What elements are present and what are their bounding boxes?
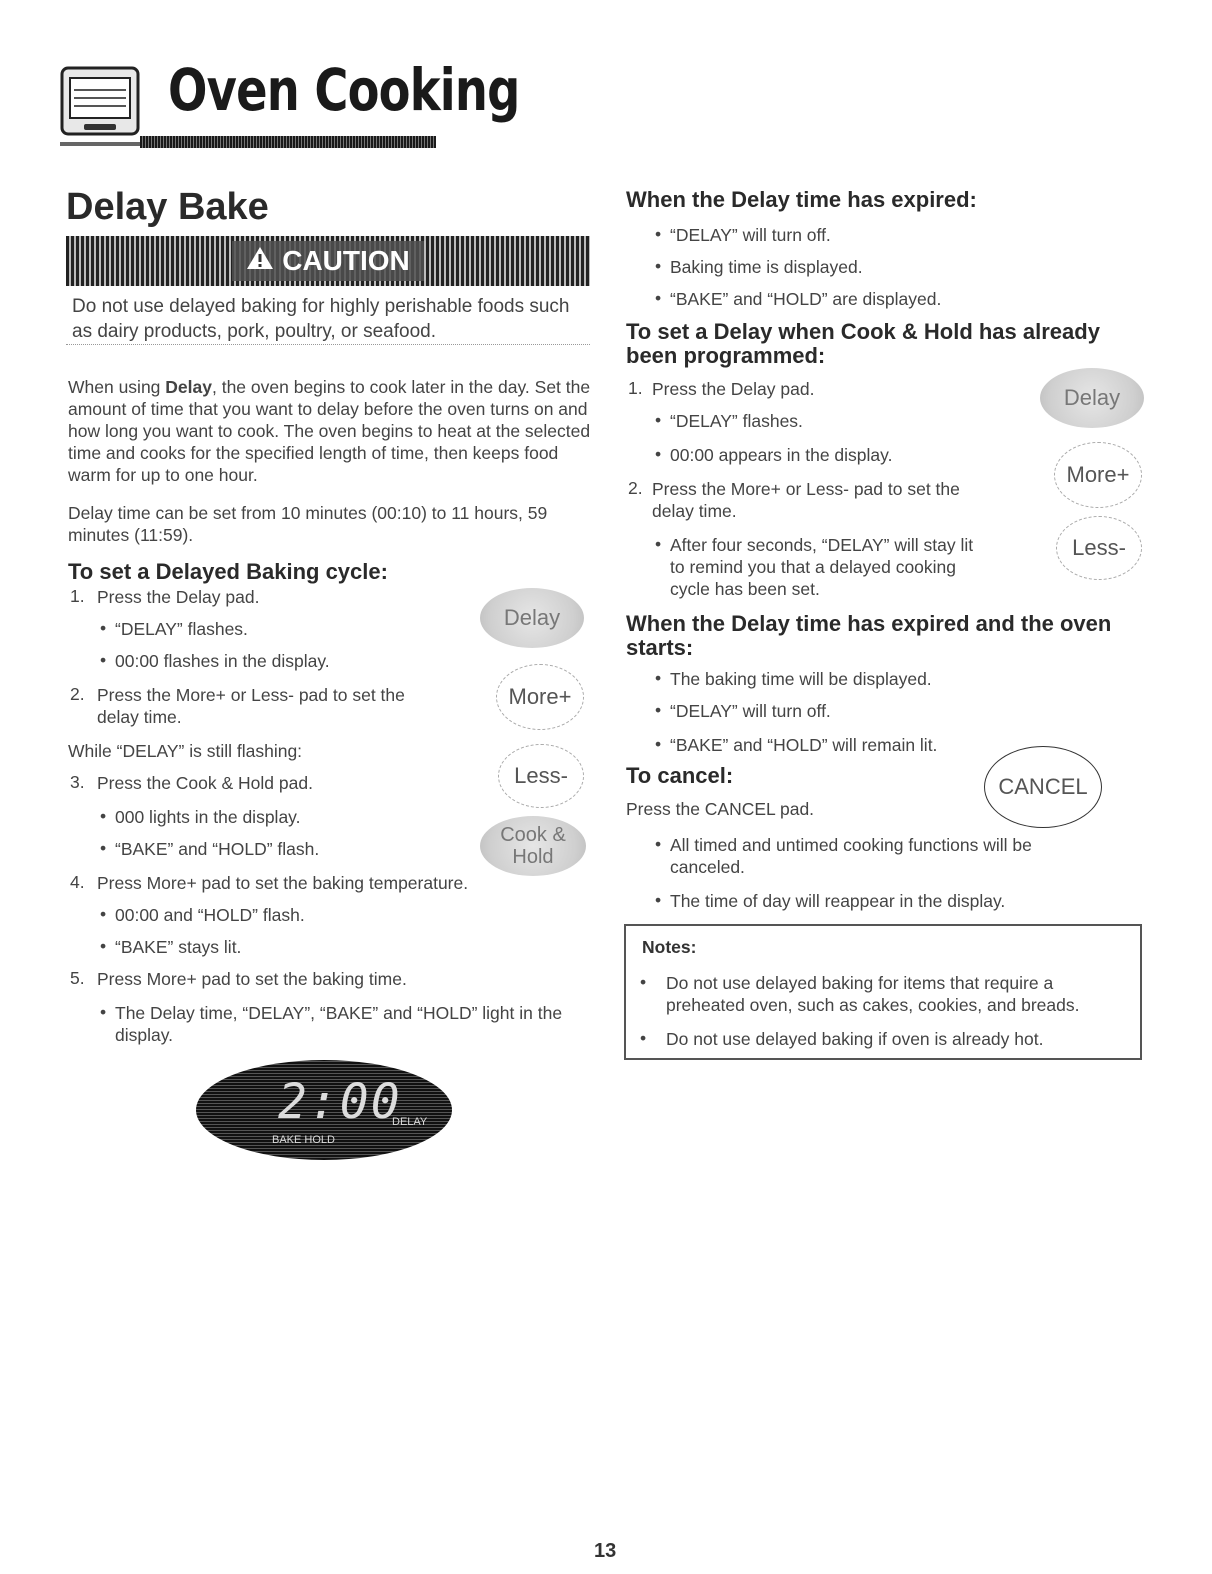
step-4-number: 4. [70,872,85,892]
bullet-dot: • [100,806,107,826]
more-pad-right[interactable]: More+ [1054,442,1142,508]
display-bake-hold-indicator: BAKE HOLD [272,1134,335,1146]
caution-banner [66,236,590,286]
oven-icon [60,66,140,142]
more-pad[interactable]: More+ [496,664,584,730]
heading-oven-starts: When the Delay time has expired and the oven starts: [626,611,1112,660]
notes-title: Notes: [642,937,697,957]
step-5: Press More+ pad to set the baking time. [97,969,407,989]
intro-paragraph [68,376,592,486]
expired-bullet-1: “DELAY” will turn off. [670,225,831,245]
intro-bold: Delay [165,377,212,397]
note-2: Do not use delayed baking if oven is already hot. [666,1029,1044,1049]
ch-step-2-number: 2. [628,478,643,498]
step-3: Press the Cook & Hold pad. [97,773,313,793]
bullet-dot: • [655,288,662,308]
bullet-dot: • [100,904,107,924]
bullet-dot: • [655,534,662,554]
bullet-dot: • [655,224,662,244]
bullet-dot: • [640,1028,647,1048]
delay-pad[interactable]: Delay [480,588,584,648]
delay-range-text: Delay time can be set from 10 minutes (00:10) to 11 hours, 59 minutes (11:59). [68,503,548,545]
page-number: 13 [594,1540,617,1562]
ch-bullet-2: 00:00 appears in the display. [670,445,893,465]
oven-display [196,1060,452,1160]
bullet-dot: • [655,700,662,720]
header-rule-left [60,142,140,146]
caution-label: CAUTION [282,245,410,276]
display-delay-indicator: DELAY [392,1116,428,1128]
intro-rest: , the oven begins to cook later in the day. Set the amount of time that you want to delay before the oven turns on and how long you want to cook. The oven begins to heat at the selected time and cooks for the specified length of time, then keeps food warm for up to one hour. [68,377,591,485]
bullet-dot: • [100,650,107,670]
starts-bullet-2: “DELAY” will turn off. [670,701,831,721]
ch-step-1-number: 1. [628,378,643,398]
ch-bullet-3: After four seconds, “DELAY” will stay lit to remind you that a delayed cooking cycle has been set. [670,535,974,599]
bullet-dot: • [655,890,662,910]
header-rule [140,136,436,148]
step-1-bullet-1: “DELAY” flashes. [115,619,248,639]
step-2: Press the More+ or Less- pad to set the delay time. [97,685,405,727]
caution-label-box [232,241,424,281]
notes-box [624,924,1142,1060]
step-3-number: 3. [70,772,85,792]
step-1: Press the Delay pad. [97,587,260,607]
delay-pad-right[interactable]: Delay [1040,368,1144,428]
bullet-dot: • [655,834,662,854]
expired-bullet-3: “BAKE” and “HOLD” are displayed. [670,289,942,309]
step-2-number: 2. [70,684,85,704]
bullet-dot: • [655,410,662,430]
intro-lead: When using [68,377,166,397]
step-1-bullet-2: 00:00 flashes in the display. [115,651,330,671]
starts-bullet-3: “BAKE” and “HOLD” will remain lit. [670,735,938,755]
note-1: Do not use delayed baking for items that require a preheated oven, such as cakes, cookies, and breads. [666,973,1080,1015]
ch-step-2: Press the More+ or Less- pad to set the delay time. [652,479,960,521]
cancel-pad[interactable]: CANCEL [984,746,1102,828]
step-4-bullet-1: 00:00 and “HOLD” flash. [115,905,305,925]
section-title: Delay Bake [66,186,269,228]
step-5-bullet-1: The Delay time, “DELAY”, “BAKE” and “HOLD” light in the display. [115,1003,563,1045]
bullet-dot: • [655,668,662,688]
cancel-text: Press the CANCEL pad. [626,799,815,819]
cancel-bullet-1: All timed and untimed cooking functions will be canceled. [670,835,1032,877]
expired-bullet-2: Baking time is displayed. [670,257,863,277]
ch-step-1: Press the Delay pad. [652,379,815,399]
bullet-dot: • [655,256,662,276]
caution-text: Do not use delayed baking for highly perishable foods such as dairy products, pork, poultry, or seafood. [72,296,570,342]
less-pad[interactable]: Less- [498,744,584,808]
step-4: Press More+ pad to set the baking temperature. [97,873,469,893]
heading-delay-expired: When the Delay time has expired: [626,187,977,212]
bullet-dot: • [100,618,107,638]
bullet-dot: • [655,734,662,754]
bullet-dot: • [100,838,107,858]
page-header-title: Oven Cooking [168,56,520,124]
heading-cancel: To cancel: [626,763,734,788]
display-digits: 2:00 [278,1074,402,1130]
cook-hold-pad-line1: Cook & [500,824,566,846]
step-3-bullet-2: “BAKE” and “HOLD” flash. [115,839,320,859]
bullet-dot: • [655,444,662,464]
bullet-dot: • [100,1002,107,1022]
less-pad-right[interactable]: Less- [1056,516,1142,580]
bullet-dot: • [640,972,647,992]
cook-hold-pad-line2: Hold [512,846,554,868]
cook-hold-pad[interactable] [480,816,586,876]
bullet-dot: • [100,936,107,956]
step-5-number: 5. [70,968,85,988]
warning-icon [246,245,274,277]
while-text: While “DELAY” is still flashing: [68,741,303,761]
caution-rule [66,344,590,345]
step-1-number: 1. [70,586,85,606]
heading-cook-hold-programmed: To set a Delay when Cook & Hold has already been programmed: [626,319,1100,368]
cancel-bullet-2: The time of day will reappear in the display. [670,891,1006,911]
step-3-bullet-1: 000 lights in the display. [115,807,301,827]
step-4-bullet-2: “BAKE” stays lit. [115,937,242,957]
ch-bullet-1: “DELAY” flashes. [670,411,803,431]
left-heading: To set a Delayed Baking cycle: [68,559,388,584]
starts-bullet-1: The baking time will be displayed. [670,669,932,689]
